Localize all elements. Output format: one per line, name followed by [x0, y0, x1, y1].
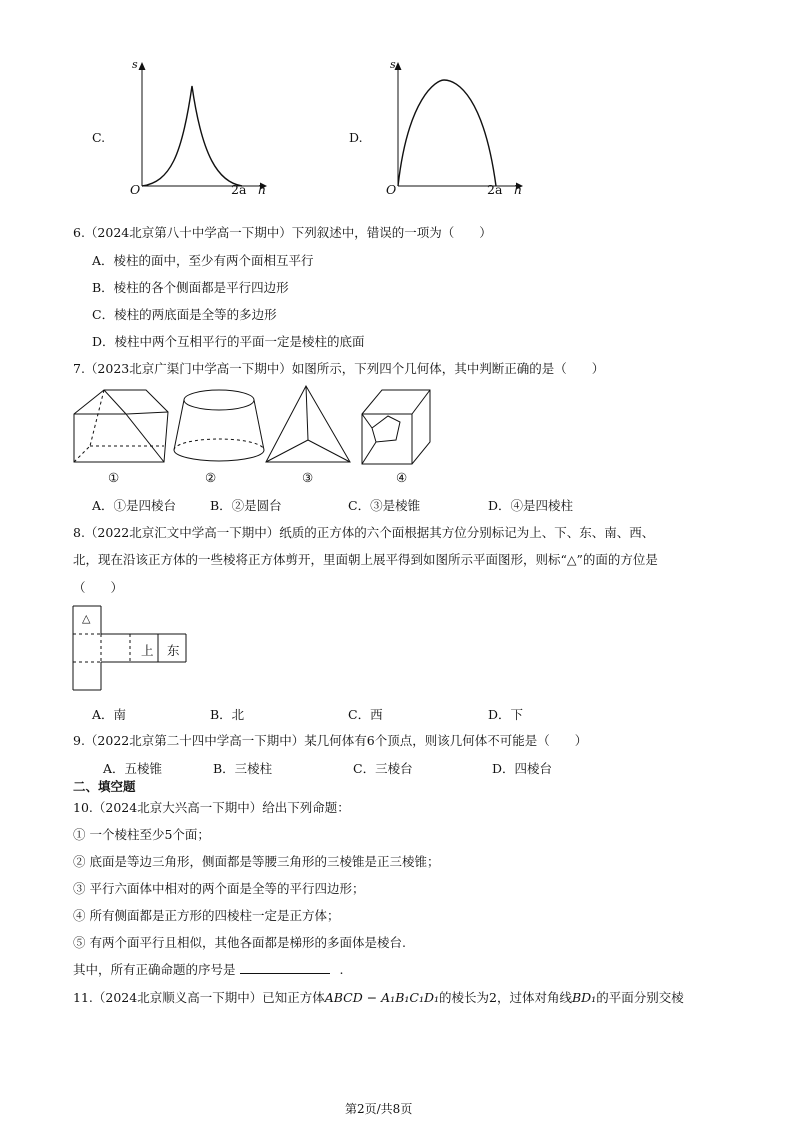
- q7-option-c: C．③是棱锥: [348, 498, 421, 513]
- q11-math-diagonal: BD₁: [571, 990, 597, 1005]
- q8-stem-line3: （ ）: [73, 580, 124, 595]
- q6-option-d: D．棱柱中两个互相平行的平面一定是棱柱的底面: [92, 334, 365, 349]
- q11-part1: 11.（2024北京顺义高一下期中）已知正方体: [73, 990, 325, 1005]
- graph-c-x-label: h: [258, 182, 267, 197]
- graph-d: [376, 58, 526, 211]
- q7-figure-3: [266, 386, 350, 462]
- q8-net-up-label: 上: [141, 643, 154, 658]
- q7-figure-2: [174, 390, 264, 461]
- q9-stem: 9.（2022北京第二十四中学高一下期中）某几何体有6个顶点，则该几何体不可能是（ ）: [73, 733, 588, 748]
- q8-net-east-label: 东: [167, 643, 180, 658]
- q8-net-triangle-label: △: [82, 612, 91, 625]
- q7-stem: 7.（2023北京广渠门中学高一下期中）如图所示，下列四个几何体，其中判断正确的是（ ）: [73, 361, 605, 376]
- q10-answer-suffix: .: [339, 962, 344, 977]
- graph-d-origin: O: [386, 182, 397, 197]
- q9-option-a: A．五棱锥: [103, 761, 163, 776]
- q10-answer-prefix: 其中，所有正确命题的序号是: [73, 962, 236, 977]
- q7-figures: [70, 382, 450, 471]
- option-d-label: D.: [349, 130, 363, 145]
- q10-answer-line: [73, 960, 344, 978]
- q6-option-b: B．棱柱的各个侧面都是平行四边形: [92, 280, 289, 295]
- option-c-label: C.: [92, 130, 106, 145]
- graph-d-y-label: s: [390, 58, 396, 71]
- q10-item-4: ④ 所有侧面都是正方形的四棱柱一定是正方体；: [73, 908, 340, 923]
- q10-item-1: ① 一个棱柱至少5个面；: [73, 827, 210, 842]
- q7-figure-4: [362, 390, 430, 464]
- q7-option-a: A．①是四棱台: [92, 498, 177, 513]
- q6-option-c: C．棱柱的两底面是全等的多边形: [92, 307, 277, 322]
- q6-stem: 6.（2024北京第八十中学高一下期中）下列叙述中，错误的一项为（ ）: [73, 225, 492, 240]
- graph-d-x-label: h: [514, 182, 523, 197]
- q8-stem-line1: 8.（2022北京汇文中学高一下期中）纸质的正方体的六个面根据其方位分别标记为上、下、东、南、西、: [73, 525, 655, 540]
- graph-c-origin: O: [130, 182, 141, 197]
- q8-option-a: A．南: [92, 707, 127, 722]
- graph-c-tick: 2a: [231, 182, 247, 197]
- q7-figure-label-2: ②: [205, 470, 217, 485]
- q9-option-d: D．四棱台: [492, 761, 553, 776]
- section-title-fill-in: 二、填空题: [73, 779, 136, 794]
- q11-math-cube: ABCD − A₁B₁C₁D₁: [324, 990, 439, 1005]
- q7-figure-1: [74, 390, 168, 462]
- q8-option-c: C．西: [348, 707, 383, 722]
- q11-part3: 的平面分别交棱: [596, 990, 684, 1005]
- q8-option-b: B．北: [210, 707, 245, 722]
- q10-item-3: ③ 平行六面体中相对的两个面是全等的平行四边形；: [73, 881, 365, 896]
- q10-item-5: ⑤ 有两个面平行且相似，其他各面都是梯形的多面体是棱台.: [73, 935, 406, 950]
- q7-option-d: D．④是四棱柱: [488, 498, 574, 513]
- q8-stem-line2: 北，现在沿该正方体的一些棱将正方体剪开，里面朝上展平得到如图所示平面图形，则标“△”的面的方位是: [73, 552, 658, 567]
- q10-item-2: ② 底面是等边三角形，侧面都是等腰三角形的三棱锥是正三棱锥；: [73, 854, 440, 869]
- page-number: 第2页/共8页: [345, 1102, 413, 1116]
- q10-answer-blank[interactable]: [240, 961, 330, 974]
- q7-figure-label-3: ③: [302, 470, 314, 485]
- q7-figure-label-4: ④: [396, 470, 408, 485]
- q7-option-b: B．②是圆台: [210, 498, 282, 513]
- q8-option-d: D．下: [488, 707, 524, 722]
- q6-option-a: A．棱柱的面中，至少有两个面相互平行: [92, 253, 314, 268]
- q7-figure-label-1: ①: [108, 470, 120, 485]
- graph-c-y-label: s: [132, 58, 138, 71]
- q11-stem: [73, 988, 684, 1006]
- graph-d-tick: 2a: [487, 182, 503, 197]
- q10-stem: 10.（2024北京大兴高一下期中）给出下列命题：: [73, 800, 350, 815]
- graph-c: [120, 58, 270, 211]
- q9-option-c: C．三棱台: [353, 761, 413, 776]
- q9-option-b: B．三棱柱: [213, 761, 273, 776]
- q11-part2: 的棱长为2，过体对角线: [439, 990, 572, 1005]
